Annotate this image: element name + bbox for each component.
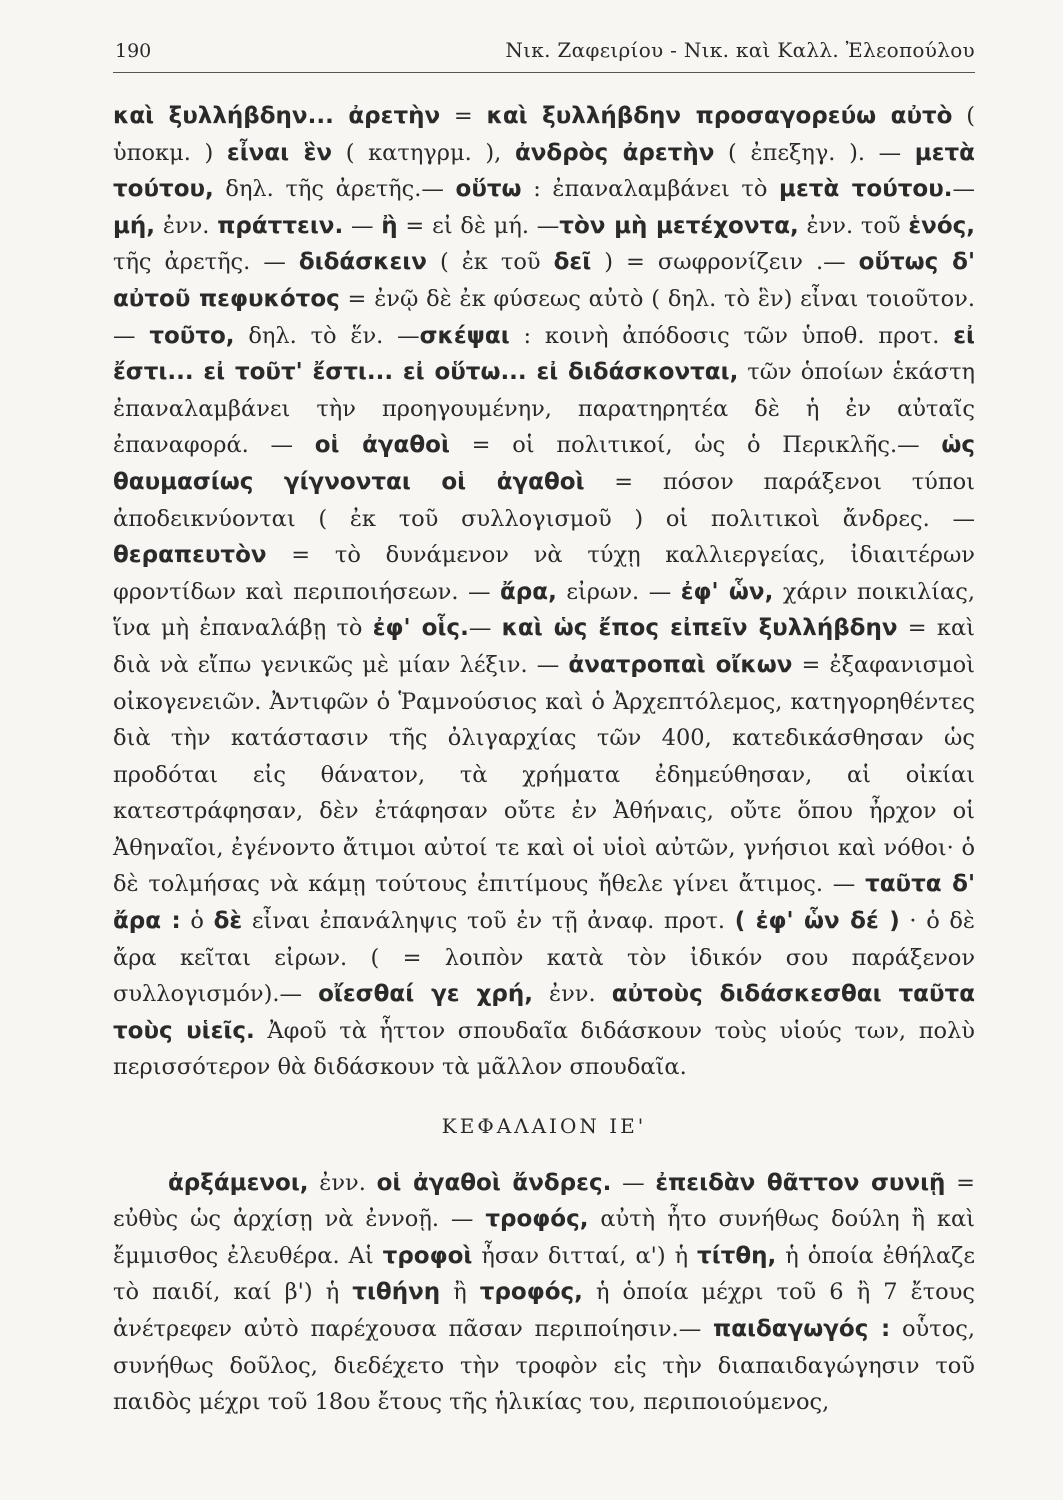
gloss-text: τῶν ὁποίων ἑκάστη ἐπαναλαμβάνει τὴν προηγουμένην, παρατηρητέα δὲ ἡ ἐν αὐταῖς ἐπαναφορά. —: [113, 359, 975, 459]
lemma-text: μετὰ τούτου,: [113, 139, 975, 203]
lemma-text: εἰ ἔστι... εἰ τοῦτ' ἔστι... εἰ οὕτω... εἰ διδάσκονται,: [113, 322, 976, 386]
lemma-text: δεῖ: [553, 249, 592, 276]
gloss-text: = οἱ πολιτικοί, ὡς ὁ Περικλῆς.—: [449, 432, 942, 459]
gloss-text: Ἀφοῦ τὰ ἧττον σπουδαῖα διδάσκουν τοὺς υἱούς των, πολὺ περισσότερον θὰ διδάσκουν τὰ μᾶλλον σπουδαῖα.: [113, 1017, 975, 1081]
lemma-text: εἶναι ἓν: [226, 139, 333, 166]
gloss-text: δηλ. τὸ ἕν. —: [234, 322, 420, 349]
gloss-text: —: [611, 1169, 656, 1196]
lemma-text: μή,: [113, 212, 156, 239]
lemma-text: καὶ ὡς ἔπος εἰπεῖν ξυλλήβδην: [501, 615, 898, 642]
lemma-text: τοῦτο,: [149, 322, 235, 349]
lemma-text: δὲ: [213, 908, 243, 935]
gloss-text: = ἐνῷ δὲ ἐκ φύσεως αὐτὸ ( δηλ. τὸ ἓν) εἶναι τοιοῦτον. —: [113, 285, 975, 349]
lemma-text: ἄρα,: [500, 578, 557, 605]
page-body: [113, 98, 975, 1421]
gloss-text: —: [468, 615, 502, 642]
lemma-text: οὕτω: [455, 176, 522, 203]
lemma-text: οἴεσθαί γε χρή,: [318, 981, 533, 1008]
gloss-text: ( ἐκ τοῦ: [426, 249, 554, 276]
gloss-text: ἐνν. τοῦ: [798, 212, 909, 239]
page-number: 190: [115, 40, 152, 62]
gloss-text: ἡ ὁποία ἐθήλαζε τὸ παιδί, καί β') ἡ: [113, 1242, 975, 1306]
lemma-text: πράττειν.: [217, 212, 344, 239]
lemma-text: καὶ ξυλλήβδην... ἀρετὴν: [113, 103, 441, 129]
gloss-text: = ἐξαφανισμοὶ οἰκογενειῶν. Ἀντιφῶν ὁ Ῥαμνούσιος καὶ ὁ Ἀρχεπτόλεμος, κατηγορηθέντες διὰ τὴν κατάστασιν τῆς ὀλιγαρχίας τῶν 400, κατεδικάσθησαν ὡς προδόται εἰς θάνατον, τὰ χρήματα ἐδημεύθησαν, αἱ οἰκίαι κατεστράφησαν, δὲν ἐτάφησαν οὔτε ἐν Ἀθήναις, οὔτε ὅπου ἦρχον οἱ Ἀθηναῖοι, ἐγένοντο ἄτιμοι αὐτοί τε καὶ οἱ υἱοὶ αὐτῶν, γνήσιοι καὶ νόθοι· ὁ δὲ τολμήσας νὰ κάμῃ τούτους ἐπιτίμους ἤθελε γίνει ἄτιμος. —: [113, 651, 976, 898]
gloss-text: αὐτὴ ἦτο συνήθως δούλη ἢ καὶ ἔμμισθος ἐλευθέρα. Αἱ: [113, 1206, 975, 1269]
gloss-text: ἦσαν διτταί, α') ἡ: [472, 1242, 698, 1269]
gloss-text: —: [343, 212, 382, 239]
gloss-text: τῆς ἀρετῆς. —: [113, 249, 299, 276]
gloss-text: ἐνν.: [155, 212, 218, 239]
lemma-text: τροφοὶ: [382, 1242, 473, 1269]
lemma-text: τίτθη,: [697, 1242, 777, 1269]
lemma-text: μετὰ τούτου.: [779, 176, 953, 203]
gloss-text: = καὶ διὰ νὰ εἴπω γενικῶς μὲ μίαν λέξιν. —: [113, 615, 975, 678]
gloss-text: εἰρων. —: [556, 578, 681, 605]
commentary-paragraph: [113, 98, 975, 1086]
lemma-text: διδάσκειν: [298, 249, 427, 276]
gloss-text: ἢ: [440, 1279, 480, 1306]
lemma-text: τροφός,: [479, 1279, 583, 1306]
gloss-text: χάριν ποικιλίας, ἵνα μὴ ἐπαναλάβῃ τὸ: [113, 578, 975, 642]
gloss-text: : ἐπαναλαμβάνει τὸ: [521, 176, 780, 203]
lemma-text: ὡς θαυμασίως γίγνονται οἱ ἀγαθοὶ: [113, 432, 975, 495]
chapter-heading: ΚΕΦΑΛΑΙΟΝ ΙΕ': [441, 1114, 647, 1139]
lemma-text: τὸν μὴ μετέχοντα,: [559, 212, 799, 239]
gloss-text: ( κατηγρμ. ),: [332, 139, 515, 166]
gloss-text: οὗτος, συνήθως δοῦλος, διεδέχετο τὴν τροφὸν εἰς τὴν διαπαιδαγώγησιν τοῦ παιδὸς μέχρι τοῦ 18ου ἔτους τῆς ἡλικίας του, περιποιούμενος,: [113, 1316, 975, 1416]
gloss-text: ἐνν.: [308, 1169, 377, 1196]
lemma-text: τιθήνη: [352, 1279, 441, 1306]
gloss-text: : κοινὴ ἀπόδοσις τῶν ὑποθ. προτ.: [509, 322, 954, 349]
lemma-text: παιδαγωγός :: [713, 1316, 891, 1342]
gloss-text: =: [440, 103, 487, 129]
gloss-text: ἡ ὁποία μέχρι τοῦ 6 ἢ 7 ἔτους ἀνέτρεφεν αὐτὸ παρέχουσα πᾶσαν περιποίησιν.—: [113, 1279, 976, 1342]
lemma-text: ἢ: [381, 212, 398, 239]
lemma-text: ἑνός,: [908, 212, 975, 239]
gloss-text: ) = σωφρονίζειν .—: [591, 249, 859, 276]
gloss-text: = τὸ δυνάμενον νὰ τύχῃ καλλιεργείας, ἰδιαιτέρων φροντίδων καὶ περιποιήσεων. —: [113, 542, 975, 605]
gloss-text: = εἰ δὲ μή. —: [397, 212, 560, 239]
gloss-text: · ὁ δὲ ἄρα κεῖται εἰρων. ( = λοιπὸν κατὰ τὸν ἰδικόν σου παράξενον συλλογισμόν).—: [113, 908, 976, 1008]
gloss-text: ( ἐπεξηγ. ). —: [714, 139, 915, 166]
lemma-text: οὕτως δ' αὐτοῦ πεφυκότος: [113, 249, 975, 312]
gloss-text: = πόσον παράξενοι τύποι ἀποδεικνύονται ( ἐκ τοῦ συλλογισμοῦ ) οἱ πολιτικοὶ ἄνδρες. —: [113, 468, 975, 532]
gloss-text: = εὐθὺς ὡς ἀρχίσῃ νὰ ἐννοῇ. —: [113, 1169, 975, 1233]
lemma-text: ἐφ' ὧν,: [680, 578, 774, 605]
lemma-text: ἀνδρὸς ἀρετὴν: [514, 139, 715, 166]
lemma-text: καὶ ξυλλήβδην προσαγορεύω αὐτὸ: [486, 103, 953, 129]
lemma-text: ἐφ' οἷς.: [372, 615, 469, 642]
lemma-text: ( ἐφ' ὧν δέ ): [734, 908, 900, 935]
gloss-text: εἶναι ἐπανάληψις τοῦ ἐν τῇ ἀναφ. προτ.: [242, 908, 735, 935]
commentary-paragraph: [113, 1165, 975, 1421]
lemma-text: αὐτοὺς διδάσκεσθαι ταῦτα τοὺς υἱεῖς.: [113, 981, 975, 1044]
lemma-text: οἱ ἀγαθοὶ: [314, 432, 450, 459]
gloss-text: —: [952, 176, 976, 203]
lemma-text: ἀρξάμενοι,: [168, 1169, 309, 1196]
page-header: [113, 32, 975, 73]
lemma-text: ταῦτα δ' ἄρα :: [113, 871, 975, 935]
lemma-text: τροφός,: [485, 1206, 589, 1233]
gloss-text: δηλ. τῆς ἀρετῆς.—: [213, 176, 456, 203]
gloss-text: ὁ: [180, 908, 214, 935]
lemma-text: θεραπευτὸν: [113, 542, 267, 569]
lemma-text: ἀνατροπαὶ οἴκων: [568, 651, 793, 678]
lemma-text: σκέψαι: [419, 322, 510, 349]
running-title: Νικ. Ζαφειρίου - Νικ. καὶ Καλλ. Ἐλεοπούλου: [505, 38, 975, 62]
lemma-text: οἱ ἀγαθοὶ ἄνδρες.: [376, 1169, 612, 1196]
lemma-text: ἐπειδὰν θᾶττον συνιῇ: [655, 1169, 946, 1196]
gloss-text: ἐνν.: [532, 981, 612, 1008]
gloss-text: ( ὑποκμ. ): [113, 103, 975, 166]
